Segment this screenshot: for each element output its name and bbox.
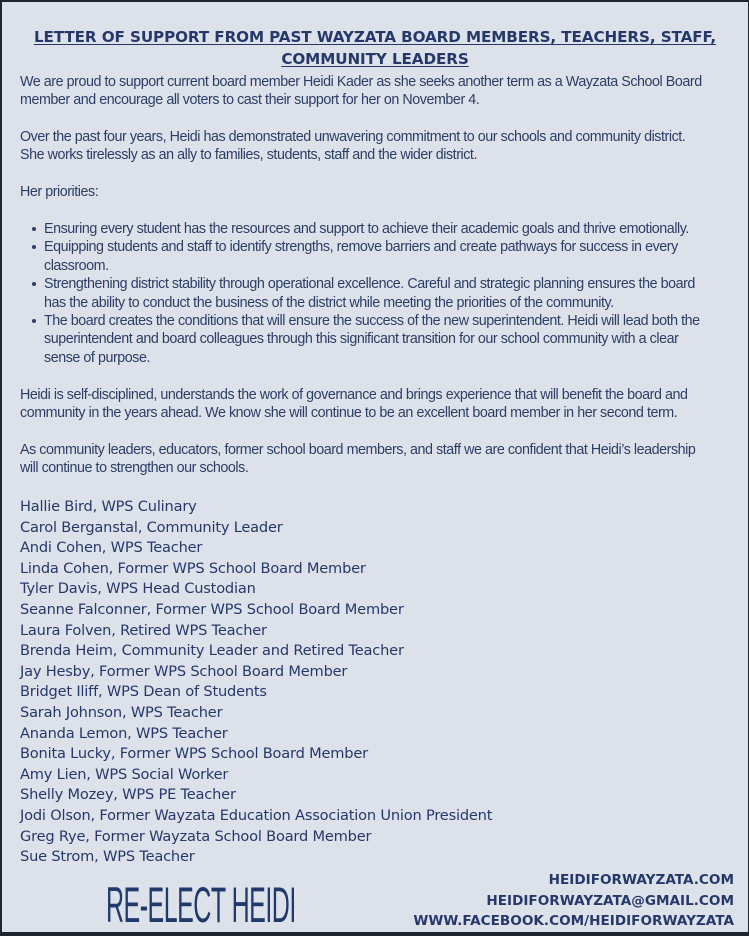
closing-paragraph: As community leaders, educators, former school board members, and staff we are confident that Heidi’s leadership will continue to strengthen our schools. <box>20 442 696 477</box>
signer: Greg Rye, Former Wayzata School Board Member <box>20 827 372 845</box>
priority-item: Ensuring every student has the resources and support to achieve their academic goals and thrive emotionally. <box>20 220 700 238</box>
priority-item: The board creates the conditions that will ensure the success of the new superintendent. Heidi will lead both the superintendent and board colleagues through this significant transition for our school community with a clear sense of purpose. <box>20 312 700 367</box>
website-link[interactable]: HEIDIFORWAYZATA.COM <box>548 872 734 888</box>
experience-paragraph: Heidi is self-disciplined, understands the work of governance and brings experience that will benefit the board and community in the years ahead. We know she will continue to be an excellent board member in her second term. <box>20 387 688 422</box>
signer: Tyler Davis, WPS Head Custodian <box>20 580 256 598</box>
letter-title <box>2 26 748 70</box>
record-paragraph: Over the past four years, Heidi has demonstrated unwavering commitment to our schools and community district. She works tirelessly as an ally to families, students, staff and the wider district. <box>20 129 686 164</box>
signer: Laura Folven, Retired WPS Teacher <box>20 621 267 639</box>
signer: Bridget Iliff, WPS Dean of Students <box>20 683 267 701</box>
signer: Seanne Falconner, Former WPS School Board Member <box>20 600 404 618</box>
signer: Sarah Johnson, WPS Teacher <box>20 703 223 721</box>
title-line-2: COMMUNITY LEADERS <box>281 50 469 68</box>
letter-page <box>2 2 748 932</box>
signer: Bonita Lucky, Former WPS School Board Member <box>20 745 368 763</box>
priorities-heading: Her priorities: <box>20 184 99 200</box>
facebook-link[interactable]: WWW.FACEBOOK.COM/HEIDIFORWAYZATA <box>413 913 734 929</box>
signer: Andi Cohen, WPS Teacher <box>20 539 203 557</box>
signer: Hallie Bird, WPS Culinary <box>20 498 197 515</box>
intro-paragraph: We are proud to support current board member Heidi Kader as she seeks another term as a Wayzata School Board member and encourage all voters to cast their support for her on November 4. <box>20 74 702 109</box>
priority-item: Equipping students and staff to identify strengths, remove barriers and create pathways for success in every classroom. <box>20 238 700 275</box>
bullet-icon <box>32 282 36 286</box>
priorities-list <box>20 220 700 367</box>
signers-list <box>20 497 492 868</box>
bullet-icon <box>32 227 36 231</box>
signer: Linda Cohen, Former WPS School Board Member <box>20 559 366 577</box>
re-elect-heidi-logo: RE-ELECT HEIDI <box>106 877 296 932</box>
signer: Brenda Heim, Community Leader and Retired Teacher <box>20 642 404 660</box>
priority-item: Strengthening district stability through operational excellence. Careful and strategic planning ensures the board has the ability to conduct the business of the district while meeting the priorities of the community. <box>20 275 700 312</box>
title-line-1: LETTER OF SUPPORT FROM PAST WAYZATA BOARD MEMBERS, TEACHERS, STAFF, <box>33 28 717 46</box>
signer: Jodi Olson, Former Wayzata Education Association Union President <box>20 806 493 824</box>
contact-info <box>413 870 734 932</box>
bullet-icon <box>32 245 36 249</box>
signer: Carol Berganstal, Community Leader <box>20 518 283 536</box>
email-link[interactable]: HEIDIFORWAYZATA@GMAIL.COM <box>486 892 734 909</box>
signer: Jay Hesby, Former WPS School Board Member <box>20 662 348 680</box>
signer: Ananda Lemon, WPS Teacher <box>20 724 228 742</box>
signer: Sue Strom, WPS Teacher <box>20 848 195 866</box>
signer: Shelly Mozey, WPS PE Teacher <box>20 786 236 804</box>
bullet-icon <box>32 319 36 323</box>
signer: Amy Lien, WPS Social Worker <box>20 765 229 783</box>
